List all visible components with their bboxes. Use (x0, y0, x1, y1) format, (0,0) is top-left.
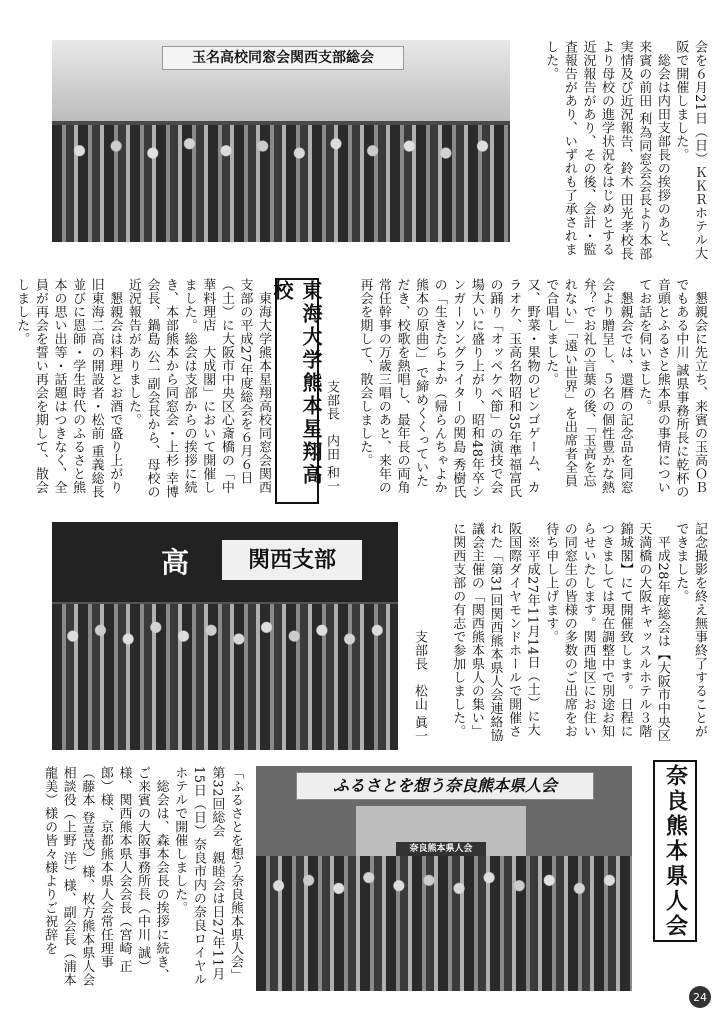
article-text-next-meeting: 記念撮影を終え無事終了することができました。 平成28年度総会は【大阪市中央区天満橋の大阪キャッスルホテル３階 錦城閣】にて開催致します。日程につきましては現在調整中で別途お知らせいたします。関西地区にお住いの同窓生の皆様の多数のご出席をお待ち申し上げます。 ※平成27年11月14日（土）に大阪国際ダイヤモンドホールで開催された「第31回関西熊本県人会連絡協議会主催の「関西熊本県人の集い」に関西支部の有志で参加しました。 (450, 522, 707, 743)
stage-sign: 奈良熊本県人会 (396, 842, 486, 856)
photo-banner: 関西支部 (222, 540, 362, 580)
page-number: 24 (689, 986, 711, 1008)
photo-banner: ふるさとを想う奈良熊本県人会 (296, 772, 594, 800)
crowd (52, 125, 510, 242)
crowd (52, 604, 398, 750)
photo-banner: 玉名高校同窓会関西支部総会 (162, 46, 404, 70)
group-photo-nara (256, 766, 632, 991)
group-photo-kansai (52, 522, 398, 750)
article-text-nara: 「ふるさとを想う奈良熊本県人会」第32回総会 親睦会は日27年11月15日（日）奈良市内の奈良ロイヤルホテルで開催しました。 総会は、森本会長の挨拶に続き、ご来賓の大阪事務所長（中川 誠）様、関西熊本県人会会長（宮崎 正郎）様、京都熊本県人会常任理事（藤本 登喜茂）様、枚方熊本県人会相談役（上野 洋）様、副会長（浦本 龍美）様の皆々様よりご祝辞を (42, 766, 243, 987)
flag-emblem: 高 (160, 546, 189, 579)
crowd (256, 856, 632, 991)
section-title-tokai: 東海大学熊本星翔高校 (275, 278, 319, 504)
article-text-party: 懇親会に先立ち、来賓の玉高ＯＢでもある中川 誠県事務所長に乾杯の音頭とふるさと熊本県の事情についてお話を伺いました。 懇親会では、還暦の記念品を同窓会より贈呈し、５名の個性豊かな熱弁？でお礼の言葉の後、「玉高を忘れない」「遠い世界」を出席者全員で合唱しました。 又、野菜・果物のビンゴゲーム、カラオケ、玉高名物昭和35年準福富氏の踊り「オッペケペ節」の演技で会場大いに盛り上がり、昭和48年卒シンガーソングライターの関島 秀樹氏の「生きたらよか（帰らんちゃよか熊本の原曲）」で締めくくっていただき、校歌を熱唱し、最年長の両角常任幹事の万歳三唱のあと、来年の再会を期して、散会しました。 (357, 278, 707, 499)
group-photo-tamana (52, 40, 510, 242)
signature-kansai: 支部長 松山 眞一 (412, 630, 427, 743)
article-text-tokai: 東海大学熊本星翔高校同窓会関西支部の平成27年度総会を６月６日（土）に大阪市中央区心斎橋の「中華料理店 大成閣」において開催しました。総会は支部からの挨拶に続き、本部熊本から同窓会・上杉 幸博会長、鍋島 公一副会長から、母校の近況報告がありました。 懇親会は料理とお酒で盛り上がり旧東海二高の開設者・松前 重義総長並びに恩師・学生時代のふるさと熊本の思い出等・話題はつきなく、全員が再会を誓い再会を期して、散会しました。 (14, 278, 271, 499)
article-text-intro: 会を６月21日（日）ＫＫＲホテル大阪で開催しました。 総会は内田支部長の挨拶のあと、来賓の前田 利為同窓会会長より本部実情及び近況報告、鈴木 田光孝校長より母校の進学状況をはじめとする近況報告があり、その後、会計・監査報告があり、いずれも了承されました。 (543, 40, 707, 261)
signature-tokai: 支部長 内田 和一 (324, 380, 339, 493)
section-title-nara: 奈良熊本県人会 (653, 760, 697, 942)
